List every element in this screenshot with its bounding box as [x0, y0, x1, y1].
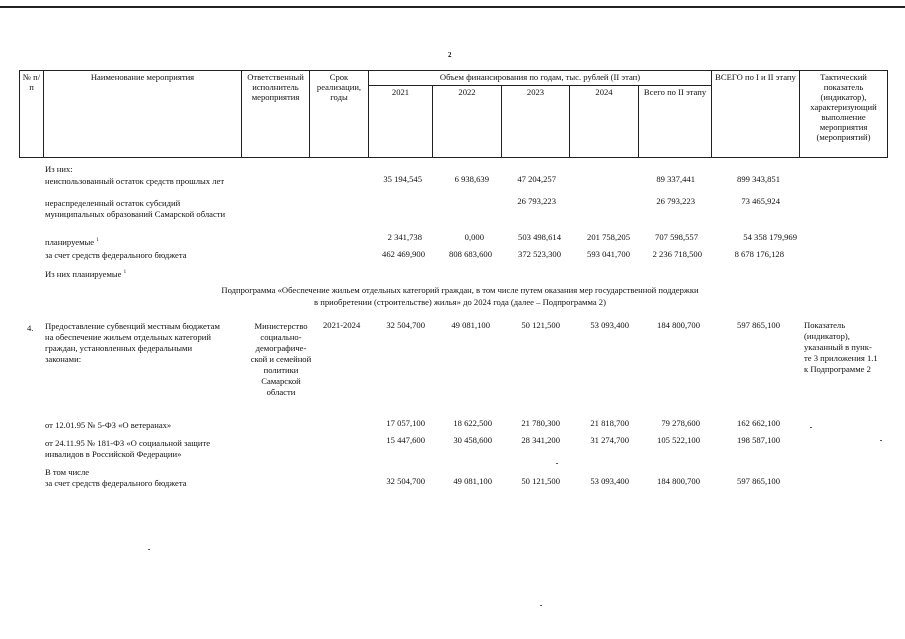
responsible-5: политики	[263, 365, 299, 375]
scan-speck	[148, 549, 150, 550]
of-which-planned-label: Из них планируемые $^1$	[45, 268, 127, 279]
cell-value: 89 337,441	[656, 174, 695, 184]
responsible-7: области	[266, 387, 296, 397]
cell-value: 49 081,100	[453, 476, 492, 486]
responsible-4: ской и семейной	[250, 354, 312, 364]
indicator-2: (индикатор),	[804, 331, 850, 341]
cell-value: 201 758,205	[587, 232, 630, 242]
federal-budget-label: за счет средств федерального бюджета	[45, 250, 187, 260]
cell-value: 53 093,400	[590, 476, 629, 486]
cell-value: 32 504,700	[386, 476, 425, 486]
scan-speck	[880, 440, 882, 441]
cell-value: 21 818,700	[590, 418, 629, 428]
responsible-6: Самарской	[261, 376, 301, 386]
header-2022: 2022	[433, 85, 502, 158]
cell-value: 50 121,500	[521, 476, 560, 486]
cell-value: 462 469,900	[382, 249, 425, 259]
cell-value: 372 523,300	[518, 249, 561, 259]
header-2023: 2023	[502, 85, 570, 158]
cell-value: 79 278,600	[661, 418, 700, 428]
undistributed-label-2: муниципальных образований Самарской области	[45, 209, 226, 219]
cell-value: 808 683,600	[449, 249, 492, 259]
cell-value: 47 204,257	[517, 174, 556, 184]
cell-value: 593 041,700	[587, 249, 630, 259]
cell-value: 8 678 176,128	[734, 249, 784, 259]
cell-value: 597 865,100	[737, 320, 780, 330]
fed-budget-label: за счет средств федерального бюджета	[45, 478, 187, 488]
indicator-1: Показатель	[804, 320, 846, 330]
item-name-4: законами:	[45, 354, 82, 364]
header-2021: 2021	[369, 85, 433, 158]
header-indicator: Тактический показатель (индикатор), характеризующий выполнение мероприятия (мероприятий)	[800, 71, 888, 158]
header-2024: 2024	[570, 85, 639, 158]
header-funding: Объем финансирования по годам, тыс. рублей (II этап)	[369, 71, 712, 86]
planned-label: планируемые $^1$	[45, 236, 99, 247]
cell-value: 6 938,639	[454, 174, 489, 184]
scan-speck	[810, 427, 812, 428]
cell-value: 31 274,700	[590, 435, 629, 445]
header-total-stage: Всего по II этапу	[639, 85, 712, 158]
top-border-line	[0, 6, 905, 8]
scan-speck	[556, 463, 558, 464]
cell-value: 15 447,600	[386, 435, 425, 445]
cell-value: 54 358 179,969	[743, 232, 797, 242]
cell-value: 184 800,700	[657, 320, 700, 330]
disabled-law-label-2: инвалидов в Российской Федерации»	[45, 449, 182, 459]
cell-value: 30 458,600	[453, 435, 492, 445]
unused-balance-label: неиспользованный остаток средств прошлых лет	[45, 176, 225, 186]
header-num: № п/п	[20, 71, 44, 158]
indicator-5: к Подпрограмме 2	[804, 364, 871, 374]
item-name-2: на обеспечение жильем отдельных категорий	[45, 332, 211, 342]
cell-value: 503 498,614	[518, 232, 561, 242]
disabled-law-label-1: от 24.11.95 № 181-ФЗ «О социальной защите	[45, 438, 211, 448]
responsible-1: Министерство	[254, 321, 308, 331]
subprogram-title-2: в приобретении (строительстве) жилья» до 2024 года (далее – Подпрограмма 2)	[314, 297, 606, 307]
cell-value: 597 865,100	[737, 476, 780, 486]
period-value: 2021-2024	[323, 320, 361, 330]
cell-value: 899 343,851	[737, 174, 780, 184]
header-period: Срок реализации, годы	[310, 71, 369, 158]
header-total-all: ВСЕГО по I и II этапу	[712, 71, 800, 158]
cell-value: 73 465,924	[741, 196, 780, 206]
cell-value: 17 057,100	[386, 418, 425, 428]
cell-value: 198 587,100	[737, 435, 780, 445]
cell-value: 26 793,223	[517, 196, 556, 206]
table-header	[19, 70, 888, 158]
cell-value: 49 081,100	[451, 320, 490, 330]
cell-value: 707 598,557	[655, 232, 698, 242]
item-name-1: Предоставление субвенций местным бюджетам	[45, 321, 220, 331]
cell-value: 32 504,700	[386, 320, 425, 330]
header-name: Наименование мероприятия	[44, 71, 242, 158]
page-number: 2	[448, 51, 452, 59]
cell-value: 105 522,100	[657, 435, 700, 445]
cell-value: 35 194,545	[383, 174, 422, 184]
header-responsible: Ответственный исполнитель мероприятия	[242, 71, 310, 158]
cell-value: 184 800,700	[657, 476, 700, 486]
item-number: 4.	[27, 323, 34, 333]
cell-value: 162 662,100	[737, 418, 780, 428]
cell-value: 0,000	[464, 232, 484, 242]
cell-value: 2 341,738	[387, 232, 422, 242]
of-which-label: Из них:	[45, 164, 73, 174]
veterans-law-label: от 12.01.95 № 5-ФЗ «О ветеранах»	[45, 420, 172, 430]
scan-speck	[540, 605, 542, 606]
item-name-3: граждан, установленных федеральными	[45, 343, 193, 353]
subprogram-title-1: Подпрограмма «Обеспечение жильем отдельных категорий граждан, в том числе путем оказания мер государственной поддержки	[221, 285, 699, 295]
responsible-3: демографиче-	[255, 343, 307, 353]
cell-value: 50 121,500	[521, 320, 560, 330]
undistributed-label-1: нераспределенный остаток субсидий	[45, 198, 181, 208]
indicator-4: те 3 приложения 1.1	[804, 353, 878, 363]
including-label: В том числе	[45, 467, 90, 477]
cell-value: 26 793,223	[656, 196, 695, 206]
indicator-3: указанный в пунк-	[804, 342, 872, 352]
cell-value: 28 341,200	[521, 435, 560, 445]
responsible-2: социально-	[260, 332, 302, 342]
cell-value: 2 236 718,500	[652, 249, 702, 259]
cell-value: 21 780,300	[521, 418, 560, 428]
cell-value: 18 622,500	[453, 418, 492, 428]
cell-value: 53 093,400	[590, 320, 629, 330]
